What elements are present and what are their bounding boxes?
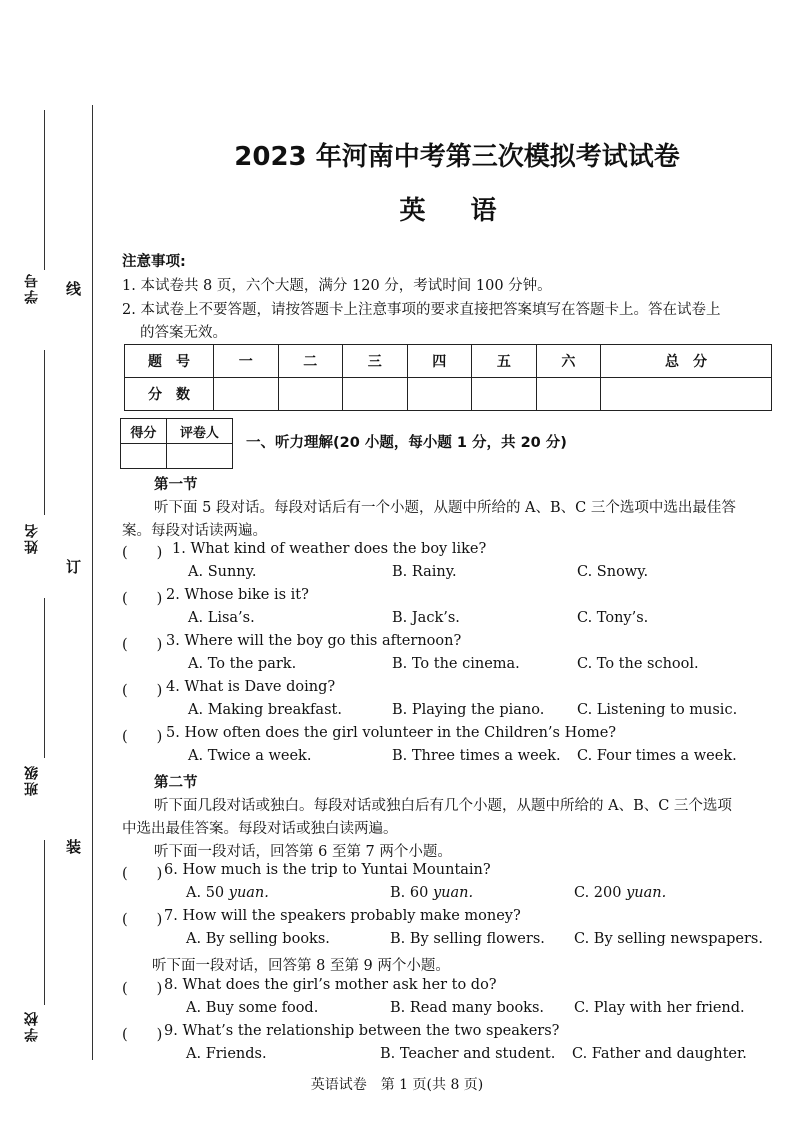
score-table-header-cell: 六 — [536, 345, 601, 378]
answer-blank[interactable]: ( ) — [122, 912, 163, 928]
question-3: 3. Where will the boy go this afternoon? — [166, 633, 462, 649]
sub-instruction-8-9: 听下面一段对话，回答第 8 至第 9 两个小题。 — [152, 958, 450, 974]
part-1-instruction-line-1: 听下面 5 段对话。每段对话后有一个小题，从题中所给的 A、B、C 三个选项中选出最佳答 — [154, 500, 736, 516]
part-2-instruction-line-1: 听下面几段对话或独白。每段对话或独白后有几个小题，从题中所给的 A、B、C 三个选项 — [154, 798, 732, 814]
question-4-option-a: A. Making breakfast. — [188, 702, 342, 718]
answer-blank[interactable]: ( ) — [122, 683, 163, 699]
answer-blank[interactable]: ( ) — [122, 981, 163, 997]
answer-blank[interactable]: ( ) — [122, 545, 163, 561]
grader-name-label: 评卷人 — [166, 419, 232, 444]
answer-blank[interactable]: ( ) — [122, 1027, 163, 1043]
score-table-header-cell: 三 — [343, 345, 408, 378]
question-7: 7. How will the speakers probably make money? — [164, 908, 521, 924]
score-cell — [214, 378, 279, 411]
notes-item-2-line-1: 2. 本试卷上不要答题，请按答题卡上注意事项的要求直接把答案填写在答题卡上。答在试卷上 — [122, 302, 721, 318]
grader-name-cell — [166, 444, 232, 469]
exam-title: 2023 年河南中考第三次模拟考试试卷 — [234, 142, 680, 172]
score-table-header-cell: 题 号 — [125, 345, 214, 378]
question-9-option-b: B. Teacher and student. — [380, 1046, 556, 1062]
question-2-option-b: B. Jack’s. — [392, 610, 460, 626]
score-table-header-cell: 总 分 — [601, 345, 772, 378]
question-4: 4. What is Dave doing? — [166, 679, 336, 695]
question-5-option-b: B. Three times a week. — [392, 748, 561, 764]
question-4-option-c: C. Listening to music. — [577, 702, 738, 718]
notes-item-2-line-2: 的答案无效。 — [140, 325, 227, 341]
answer-blank[interactable]: ( ) — [122, 591, 163, 607]
score-cell — [472, 378, 537, 411]
question-5: 5. How often does the girl volunteer in the Children’s Home? — [166, 725, 617, 741]
part-2-instruction-line-2: 中选出最佳答案。每段对话或独白读两遍。 — [122, 821, 398, 837]
question-6-option-b: B. 60 yuan. — [390, 885, 474, 901]
score-cell — [601, 378, 772, 411]
question-7-option-a: A. By selling books. — [186, 931, 330, 947]
question-5-option-c: C. Four times a week. — [577, 748, 737, 764]
question-1-option-c: C. Snowy. — [577, 564, 649, 580]
page-footer: 英语试卷 第 1 页(共 8 页) — [310, 1077, 484, 1093]
score-cell — [343, 378, 408, 411]
question-9: 9. What’s the relationship between the two speakers? — [164, 1023, 560, 1039]
score-table-header-cell: 一 — [214, 345, 279, 378]
question-9-option-c: C. Father and daughter. — [572, 1046, 747, 1062]
binding-fill-line-student-id — [44, 110, 45, 270]
question-8-option-a: A. Buy some food. — [186, 1000, 319, 1016]
question-9-option-a: A. Friends. — [186, 1046, 267, 1062]
notes-heading: 注意事项: — [122, 254, 186, 270]
score-table-header-cell: 二 — [278, 345, 343, 378]
question-4-option-b: B. Playing the piano. — [392, 702, 545, 718]
question-6-option-a: A. 50 yuan. — [186, 885, 269, 901]
binding-cut-line — [92, 105, 93, 1060]
answer-blank[interactable]: ( ) — [122, 729, 163, 745]
grader-score-cell — [121, 444, 167, 469]
score-cell — [278, 378, 343, 411]
question-8-option-b: B. Read many books. — [390, 1000, 545, 1016]
binding-marker-mount: 装 — [66, 838, 82, 856]
grader-score-label: 得分 — [121, 419, 167, 444]
binding-fill-line-name — [44, 350, 45, 515]
score-cell — [407, 378, 472, 411]
question-6: 6. How much is the trip to Yuntai Mountain? — [164, 862, 491, 878]
answer-blank[interactable]: ( ) — [122, 637, 163, 653]
question-2-option-c: C. Tony’s. — [577, 610, 649, 626]
binding-marker-line: 线 — [66, 280, 82, 298]
question-1: 1. What kind of weather does the boy like? — [172, 541, 487, 557]
binding-label-school: 学校 — [24, 1010, 40, 1042]
sub-instruction-6-7: 听下面一段对话，回答第 6 至第 7 两个小题。 — [154, 844, 452, 860]
notes-item-1: 1. 本试卷共 8 页，六个大题，满分 120 分，考试时间 100 分钟。 — [122, 278, 552, 294]
binding-fill-line-school — [44, 840, 45, 1005]
binding-label-class: 班级 — [24, 764, 40, 796]
binding-label-student-id: 学号 — [24, 272, 40, 304]
binding-fill-line-class — [44, 598, 45, 758]
part-1-instruction-line-2: 案。每段对话读两遍。 — [122, 523, 267, 539]
section-1-title: 一、听力理解(20 小题，每小题 1 分，共 20 分) — [246, 435, 567, 451]
score-table — [124, 344, 772, 411]
score-table-header-row — [125, 345, 772, 378]
score-cell — [536, 378, 601, 411]
score-table-score-row — [125, 378, 772, 411]
binding-label-name: 姓名 — [24, 522, 40, 554]
part-1-title: 第一节 — [154, 477, 198, 493]
score-table-header-cell: 四 — [407, 345, 472, 378]
question-3-option-c: C. To the school. — [577, 656, 699, 672]
exam-subject: 英 语 — [399, 196, 515, 226]
question-7-option-b: B. By selling flowers. — [390, 931, 545, 947]
part-2-title: 第二节 — [154, 775, 198, 791]
grader-box — [120, 418, 233, 469]
answer-blank[interactable]: ( ) — [122, 866, 163, 882]
score-table-row-label: 分 数 — [125, 378, 214, 411]
question-7-option-c: C. By selling newspapers. — [574, 931, 763, 947]
question-8: 8. What does the girl’s mother ask her to do? — [164, 977, 497, 993]
question-2: 2. Whose bike is it? — [166, 587, 309, 603]
question-2-option-a: A. Lisa’s. — [188, 610, 255, 626]
question-5-option-a: A. Twice a week. — [188, 748, 312, 764]
question-3-option-a: A. To the park. — [188, 656, 297, 672]
question-1-option-b: B. Rainy. — [392, 564, 457, 580]
question-8-option-c: C. Play with her friend. — [574, 1000, 745, 1016]
question-1-option-a: A. Sunny. — [188, 564, 257, 580]
score-table-header-cell: 五 — [472, 345, 537, 378]
question-3-option-b: B. To the cinema. — [392, 656, 520, 672]
question-6-option-c: C. 200 yuan. — [574, 885, 667, 901]
binding-marker-bind: 订 — [66, 558, 82, 576]
